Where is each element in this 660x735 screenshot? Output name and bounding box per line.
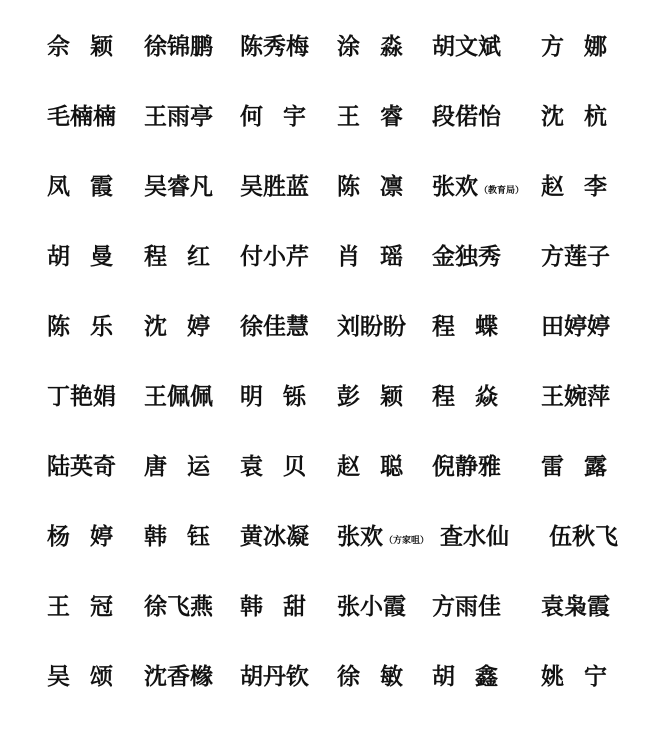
- name-cell: [240, 582, 306, 632]
- name-cell: [240, 442, 306, 492]
- person-name: 雷 露: [541, 453, 608, 480]
- name-cell: [240, 302, 309, 352]
- person-name: 佘 颖: [47, 33, 114, 60]
- name-cell: [144, 652, 213, 702]
- name-cell: [541, 22, 607, 72]
- person-name: 徐锦鹏: [144, 33, 213, 60]
- person-name: 沈 杭: [541, 103, 608, 130]
- person-name: 肖 瑶: [337, 243, 404, 270]
- name-cell: [541, 372, 610, 422]
- person-name: 沈香橼: [144, 663, 213, 690]
- name-cell: [337, 512, 429, 562]
- name-cell: [541, 442, 607, 492]
- person-name: 段偌怡: [432, 103, 501, 130]
- name-cell: [47, 652, 113, 702]
- person-name: 程 红: [144, 243, 211, 270]
- person-name: 袁枭霞: [541, 593, 610, 620]
- name-cell: [144, 582, 213, 632]
- person-name: 张欢: [432, 173, 478, 200]
- person-name: 王佩佩: [144, 383, 213, 410]
- person-name: 韩 甜: [240, 593, 307, 620]
- person-name: 赵 聪: [337, 453, 404, 480]
- person-name: 王雨亭: [144, 103, 213, 130]
- name-note: （教育局）: [479, 186, 525, 196]
- person-name: 方莲子: [541, 243, 610, 270]
- person-name: 袁 贝: [240, 453, 307, 480]
- name-cell: [144, 92, 213, 142]
- name-row: [0, 372, 660, 422]
- name-row: [0, 232, 660, 282]
- name-cell: [541, 92, 607, 142]
- name-cell: [240, 232, 309, 282]
- person-name: 吴胜蓝: [240, 173, 309, 200]
- name-cell: [541, 232, 610, 282]
- person-name: 徐飞燕: [144, 593, 213, 620]
- person-name: 陈秀梅: [240, 33, 309, 60]
- name-cell: [240, 22, 309, 72]
- name-cell: [337, 22, 403, 72]
- name-cell: [144, 22, 213, 72]
- person-name: 王婉萍: [541, 383, 610, 410]
- name-cell: [432, 92, 501, 142]
- person-name: 查水仙: [440, 523, 509, 550]
- name-cell: [144, 372, 213, 422]
- person-name: 彭 颖: [337, 383, 404, 410]
- name-cell: [541, 652, 607, 702]
- name-cell: [47, 582, 113, 632]
- name-cell: [47, 302, 113, 352]
- person-name: 沈 婷: [144, 313, 211, 340]
- person-name: 明 铄: [240, 383, 307, 410]
- person-name: 涂 淼: [337, 33, 404, 60]
- person-name: 倪静雅: [432, 453, 501, 480]
- name-cell: [432, 442, 501, 492]
- name-row: [0, 582, 660, 632]
- name-cell: [440, 512, 509, 562]
- name-cell: [47, 372, 116, 422]
- name-cell: [432, 232, 501, 282]
- name-cell: [337, 92, 403, 142]
- name-cell: [144, 232, 210, 282]
- person-name: 徐佳慧: [240, 313, 309, 340]
- person-name: 胡 鑫: [432, 663, 499, 690]
- person-name: 张小霞: [337, 593, 406, 620]
- person-name: 程 蝶: [432, 313, 499, 340]
- person-name: 张欢: [337, 523, 383, 550]
- person-name: 何 宇: [240, 103, 307, 130]
- person-name: 胡丹钦: [240, 663, 309, 690]
- person-name: 金独秀: [432, 243, 501, 270]
- name-cell: [432, 582, 501, 632]
- person-name: 韩 钰: [144, 523, 211, 550]
- person-name: 陆英奇: [47, 453, 116, 480]
- name-cell: [432, 302, 498, 352]
- name-cell: [144, 302, 210, 352]
- person-name: 程 焱: [432, 383, 499, 410]
- name-cell: [144, 162, 213, 212]
- name-cell: [47, 512, 113, 562]
- person-name: 方雨佳: [432, 593, 501, 620]
- name-cell: [47, 442, 116, 492]
- name-cell: [549, 512, 618, 562]
- name-cell: [337, 162, 403, 212]
- person-name: 吴睿凡: [144, 173, 213, 200]
- person-name: 丁艳娟: [47, 383, 116, 410]
- name-cell: [432, 162, 524, 212]
- person-name: 刘盼盼: [337, 313, 406, 340]
- name-row: [0, 162, 660, 212]
- person-name: 王 睿: [337, 103, 404, 130]
- name-note: （方家咀）: [384, 536, 430, 546]
- person-name: 陈 乐: [47, 313, 114, 340]
- name-cell: [337, 372, 403, 422]
- name-cell: [240, 92, 306, 142]
- name-row: [0, 302, 660, 352]
- person-name: 伍秋飞: [549, 523, 618, 550]
- person-name: 吴 颂: [47, 663, 114, 690]
- person-name: 凤 霞: [47, 173, 114, 200]
- name-cell: [240, 372, 306, 422]
- name-cell: [432, 372, 498, 422]
- person-name: 田婷婷: [541, 313, 610, 340]
- name-cell: [240, 162, 309, 212]
- person-name: 徐 敏: [337, 663, 404, 690]
- person-name: 胡文斌: [432, 33, 501, 60]
- name-row: [0, 22, 660, 72]
- person-name: 赵 李: [541, 173, 608, 200]
- name-cell: [541, 162, 607, 212]
- name-cell: [240, 512, 309, 562]
- person-name: 付小芹: [240, 243, 309, 270]
- name-cell: [337, 582, 406, 632]
- name-row: [0, 512, 660, 562]
- person-name: 姚 宁: [541, 663, 608, 690]
- person-name: 黄冰凝: [240, 523, 309, 550]
- person-name: 唐 运: [144, 453, 211, 480]
- name-row: [0, 652, 660, 702]
- person-name: 毛楠楠: [47, 103, 116, 130]
- name-cell: [337, 442, 403, 492]
- name-cell: [432, 652, 498, 702]
- person-name: 方 娜: [541, 33, 608, 60]
- name-cell: [337, 302, 406, 352]
- name-cell: [541, 582, 610, 632]
- person-name: 胡 曼: [47, 243, 114, 270]
- name-cell: [47, 232, 113, 282]
- name-row: [0, 442, 660, 492]
- name-cell: [240, 652, 309, 702]
- name-row: [0, 92, 660, 142]
- person-name: 陈 凛: [337, 173, 404, 200]
- name-cell: [541, 302, 610, 352]
- name-cell: [144, 512, 210, 562]
- name-cell: [432, 22, 501, 72]
- person-name: 王 冠: [47, 593, 114, 620]
- name-cell: [337, 652, 403, 702]
- name-cell: [47, 162, 113, 212]
- name-cell: [47, 92, 116, 142]
- name-cell: [144, 442, 210, 492]
- person-name: 杨 婷: [47, 523, 114, 550]
- name-cell: [337, 232, 403, 282]
- name-cell: [47, 22, 113, 72]
